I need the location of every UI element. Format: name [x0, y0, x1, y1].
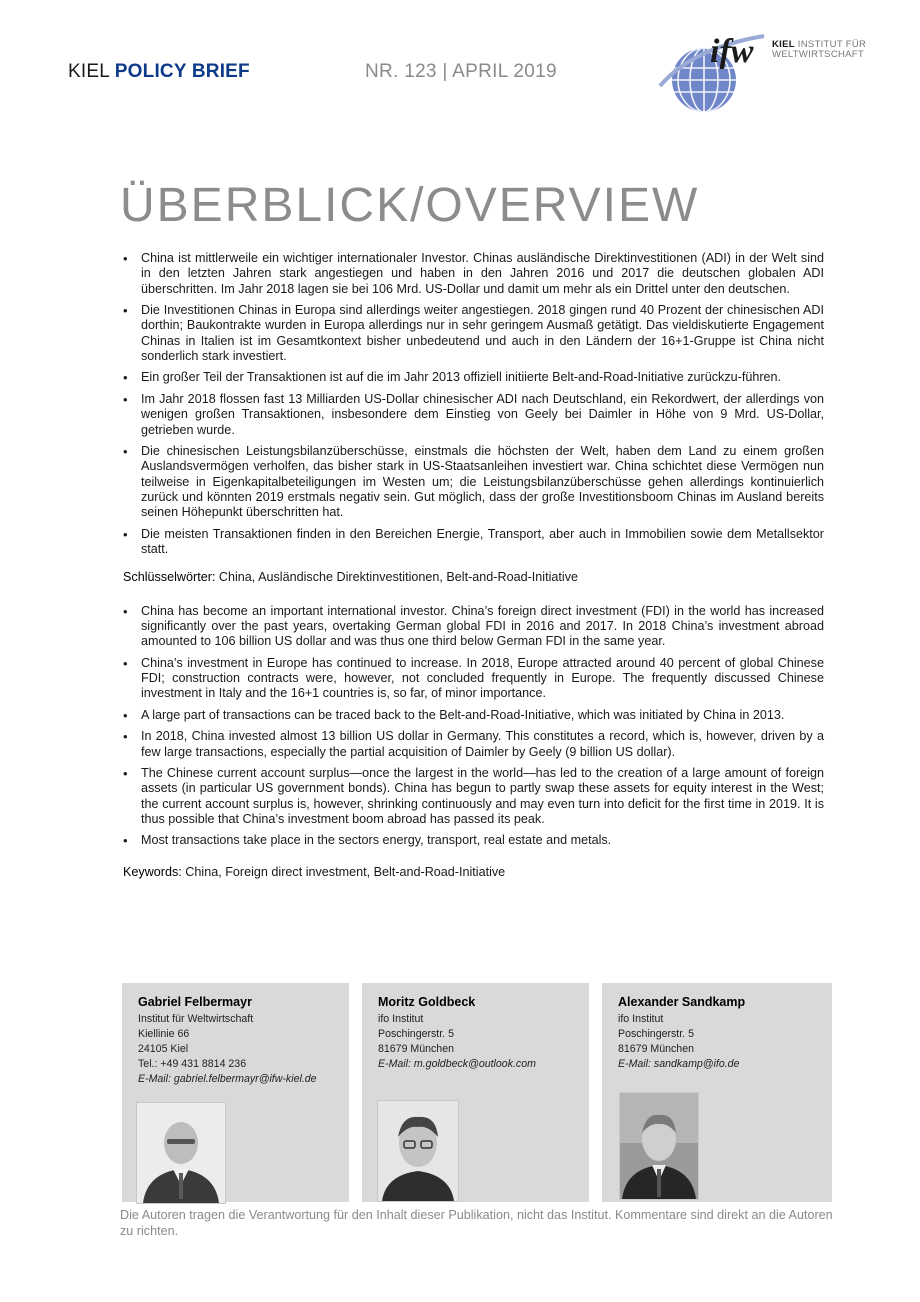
logo-mark: ifw [710, 33, 754, 70]
english-keywords-text: China, Foreign direct investment, Belt-and-Road-Initiative [181, 864, 506, 879]
policy-brief-brand [68, 61, 250, 83]
list-item: • Die Investitionen Chinas in Europa sind allerdings weiter angestiegen. 2018 gingen rund 40 Prozent der chinesischen ADI dorthin; Baukontrakte wurden in Europa allerdings nur in sehr geringem Ausmaß getätigt. Das vieldiskutierte Engagement Chinas in Italien ist im Gesamtkontext bisher unbedeutend und auch in den Ländern der 16+1-Gruppe ist China nicht sonderlich stark investiert. [123, 303, 824, 364]
page-title: ÜBERBLICK/OVERVIEW [120, 179, 700, 232]
author-address-line: Poschingerstr. 5 [618, 1028, 694, 1040]
author-card-goldbeck [362, 983, 589, 1202]
german-bullet-list [123, 251, 824, 557]
logo-weltwirtschaft: WELTWIRTSCHAFT [772, 49, 864, 60]
author-photo [136, 1102, 226, 1204]
list-item: • Most transactions take place in the sectors energy, transport, real estate and metals. [123, 833, 824, 848]
english-keywords-label: Keywords: [123, 864, 182, 879]
issue-number: NR. 123 | APRIL 2019 [365, 61, 557, 82]
author-email: E-Mail: m.goldbeck@outlook.com [378, 1058, 536, 1070]
german-keywords-text: China, Ausländische Direktinvestitionen, Belt-and-Road-Initiative [215, 570, 579, 585]
overview-content [123, 251, 824, 898]
author-name: Alexander Sandkamp [618, 995, 746, 1009]
author-phone: Tel.: +49 431 8814 236 [138, 1058, 247, 1070]
author-email: E-Mail: sandkamp@ifo.de [618, 1058, 740, 1070]
list-item: • China ist mittlerweile ein wichtiger internationaler Investor. Chinas ausländische Direktinvestitionen (ADI) in der Welt sind in den letzten Jahren stark angestiegen und haben in den Jahren 2016 und 2017 die deutschen globalen ADI überschritten. Im Jahr 2018 lagen sie bei 106 Mrd. US-Dollar und damit um mehr als ein Drittel unter den deutschen. [123, 251, 824, 297]
author-address-line: ifo Institut [618, 1013, 664, 1025]
author-address-line: Institut für Weltwirtschaft [138, 1013, 254, 1025]
list-item: • Die meisten Transaktionen finden in den Bereichen Energie, Transport, aber auch in Immobilien sowie dem Metallsektor statt. [123, 527, 824, 558]
disclaimer-footer: Die Autoren tragen die Verantwortung für den Inhalt dieser Publikation, nicht das Institut. Kommentare sind direkt an die Autoren zu richten. [120, 1208, 833, 1238]
author-cards [122, 983, 832, 1203]
author-address-line: Poschingerstr. 5 [378, 1028, 454, 1040]
list-item: • Ein großer Teil der Transaktionen ist auf die im Jahr 2013 offiziell initiierte Belt-and-Road-Initiative zurückzu-führen. [123, 370, 824, 385]
brand-prefix: KIEL [68, 61, 110, 82]
german-keywords-label: Schlüsselwörter: [123, 570, 216, 585]
person-icon [137, 1103, 225, 1203]
author-address-line: Kiellinie 66 [138, 1028, 190, 1040]
author-address-line: 24105 Kiel [138, 1043, 189, 1055]
english-keywords [123, 865, 824, 880]
list-item: • China has become an important international investor. China’s foreign direct investment (FDI) in the world has increased significantly over the past years, overtaking German global FDI in 2016 and 2017. In 2018 China’s investment abroad amounted to 106 billion US dollar and was thus one third below German FDI in the same year. [123, 604, 824, 650]
english-bullet-list [123, 604, 824, 849]
author-photo [619, 1092, 699, 1200]
author-name: Gabriel Felbermayr [138, 995, 252, 1009]
author-card-felbermayr [122, 983, 349, 1202]
list-item: • A large part of transactions can be traced back to the Belt-and-Road-Initiative, which was initiated by China in 2013. [123, 708, 824, 723]
author-address-line: 81679 München [618, 1043, 694, 1055]
german-keywords [123, 570, 824, 585]
logo-institute-name [772, 40, 866, 60]
person-icon [378, 1101, 458, 1201]
author-address-line: 81679 München [378, 1043, 454, 1055]
author-card-sandkamp [602, 983, 832, 1202]
person-icon [620, 1093, 698, 1199]
list-item: • In 2018, China invested almost 13 billion US dollar in Germany. This constitutes a record, which is, however, driven by a few large transactions, especially the partial acquisition of Daimler by Geely (9 billion US dollar). [123, 729, 824, 760]
author-name: Moritz Goldbeck [378, 995, 476, 1009]
list-item: • Im Jahr 2018 flossen fast 13 Milliarden US-Dollar chinesischer ADI nach Deutschland, ein Rekordwert, der allerdings von wenigen großen Transaktionen, insbesondere dem Einstieg von Geely bei Daimler in Höhe von 9 Mrd. US-Dollar, getrieben wurde. [123, 392, 824, 438]
brand-main: POLICY BRIEF [114, 61, 250, 82]
logo-kiel: KIEL [772, 39, 795, 50]
author-email: E-Mail: gabriel.felbermayr@ifw-kiel.de [138, 1073, 317, 1085]
logo-institut-fuer: INSTITUT FÜR [797, 39, 867, 50]
list-item: • The Chinese current account surplus—once the largest in the world—has led to the creation of a large amount of foreign assets (in particular US government bonds). China has begun to partly swap these assets for equity interest in the West; the current account surplus is, however, shrinking continuously and may even turn into deficit for the first time in 2019. It is thus possible that China’s investment boom abroad has passed its peak. [123, 766, 824, 827]
list-item: • Die chinesischen Leistungsbilanzüberschüsse, einstmals die höchsten der Welt, haben dem Land zu einem großen Auslandsvermögen verholfen, das bisher stark in US-Staatsanleihen investiert war. China schichtet diese Vermögen nun teilweise in Eigenkapitalbeteiligungen im Westen um; die Leistungsbilanzüberschüsse gehen allerdings kontinuierlich zurück und könnten 2019 erstmals negativ sein. Gut möglich, dass der große Investitionsboom Chinas im Ausland bereits seinen Höhepunkt überschritten hat. [123, 444, 824, 520]
list-item: • China’s investment in Europe has continued to increase. In 2018, Europe attracted around 40 percent of global Chinese FDI; construction contracts were, however, not concluded frequently in Europe. The frequently discussed Chinese investment in Italy and the 16+1 countries is, so far, of minor importance. [123, 656, 824, 702]
author-address-line: ifo Institut [378, 1013, 424, 1025]
author-photo [377, 1100, 459, 1202]
